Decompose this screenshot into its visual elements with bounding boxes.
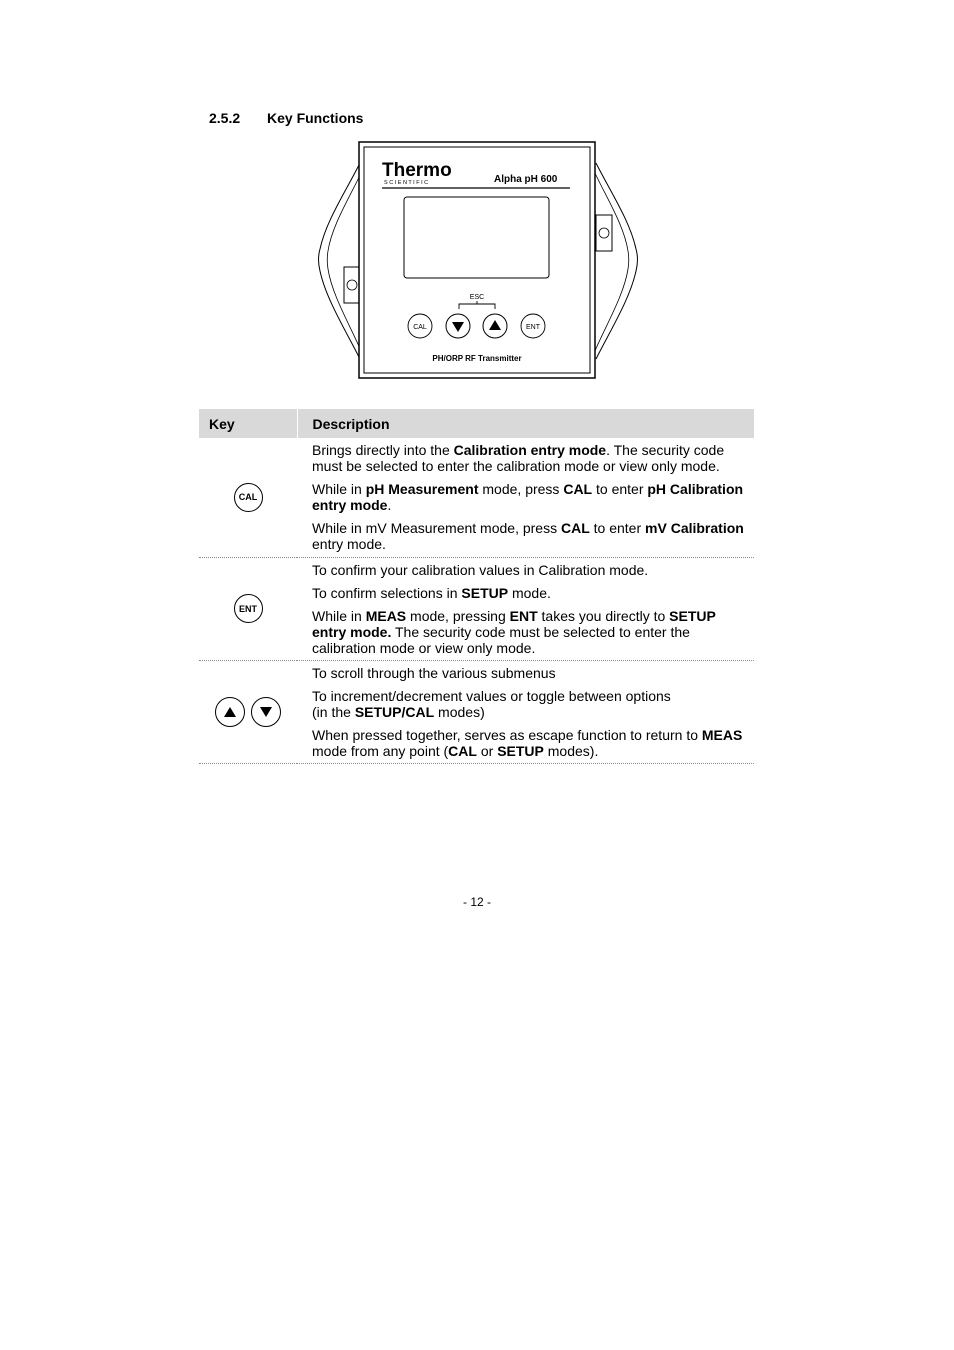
table-row: [199, 660, 754, 763]
description-paragraph: To confirm selections in SETUP mode.: [312, 584, 551, 601]
ent-key-icon: ENT: [234, 594, 263, 623]
right-bracket-inner: [594, 171, 629, 353]
header-description: Description: [297, 409, 754, 438]
left-connector: [344, 267, 360, 303]
description-cell: [297, 557, 754, 660]
right-connector: [596, 215, 612, 251]
cal-key-icon: CAL: [234, 483, 263, 512]
description-paragraph: Brings directly into the Calibration entry mode. The security code must be selected to enter the calibration mode or view only mode.: [312, 442, 725, 475]
description-cell: [297, 438, 754, 557]
device-footer: PH/ORP RF Transmitter: [432, 354, 522, 363]
down-arrow-icon: [251, 697, 281, 727]
brand-logo: Thermo: [382, 160, 452, 181]
left-bracket-inner: [327, 171, 362, 353]
description-paragraph: To confirm your calibration values in Calibration mode.: [312, 561, 649, 578]
transmitter-illustration: [318, 141, 638, 381]
description-paragraph: When pressed together, serves as escape function to return to MEAS mode from any point (CAL or SETUP modes).: [312, 726, 743, 759]
description-paragraph: While in pH Measurement mode, press CAL to enter pH Calibration entry mode.: [312, 481, 744, 514]
table-header-row: [199, 409, 754, 438]
lcd-display: [404, 197, 549, 278]
up-arrow-icon: [215, 697, 245, 727]
description-cell: [297, 660, 754, 763]
esc-label: ESC: [469, 294, 485, 301]
left-bracket: [319, 163, 361, 359]
page-number: - 12 -: [462, 895, 491, 909]
section-heading: [209, 110, 363, 126]
brand-subtitle: S C I E N T I F I C: [384, 180, 429, 186]
description-paragraph: While in MEAS mode, pressing ENT takes you directly to SETUP entry mode. The security code must be selected to enter the calibration mode or view only mode.: [312, 607, 716, 656]
key-functions-table: [199, 409, 754, 764]
section-title: Key Functions: [267, 110, 364, 126]
description-paragraph: To scroll through the various submenus: [312, 664, 556, 681]
table-row: [199, 557, 754, 660]
table-row: [199, 438, 754, 557]
right-bracket: [596, 163, 638, 359]
description-paragraph: While in mV Measurement mode, press CAL to enter mV Calibration entry mode.: [312, 520, 744, 553]
svg-text:ENT: ENT: [526, 324, 540, 331]
section-number: 2.5.2: [209, 110, 241, 126]
model-label: Alpha pH 600: [494, 174, 558, 185]
svg-text:CAL: CAL: [413, 324, 427, 331]
header-key: Key: [199, 409, 297, 438]
description-paragraph: To increment/decrement values or toggle between options (in the SETUP/CAL modes): [312, 687, 671, 720]
